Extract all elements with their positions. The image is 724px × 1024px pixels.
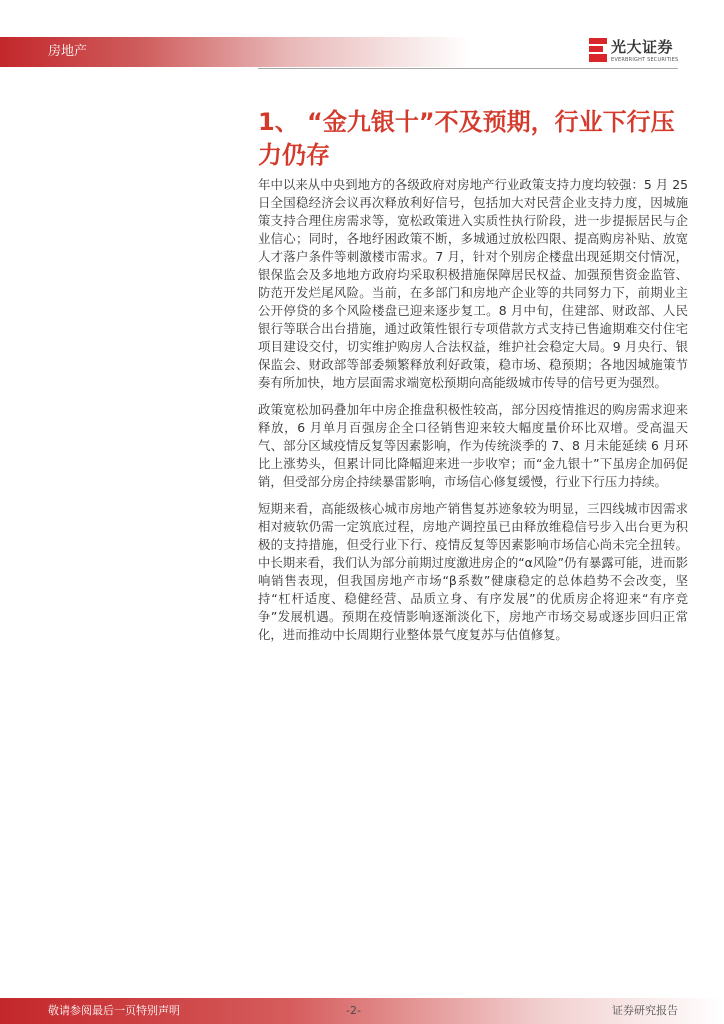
section-title: 1、 “金九银十”不及预期，行业下行压力仍存 (258, 108, 675, 169)
everbright-logo-icon (589, 38, 607, 62)
body-text (258, 176, 688, 653)
logo-name: 光大证券 (611, 38, 674, 56)
page-number: -2- (346, 1004, 361, 1017)
footer-disclaimer: 敬请参阅最后一页特别声明 (48, 1004, 180, 1017)
paragraph-1: 年中以来从中央到地方的各级政府对房地产行业政策支持力度均较强：5 月 25 日全国稳经济会议再次释放利好信号，包括加大对民营企业支持力度，因城施策支持合理住房需求等，宽松政策进入实质性执行阶段，进一步提振居民与企业信心；同时，各地纾困政策不断，多城通过放松四限、提高购房补贴、放宽人才落户条件等刺激楼市需求。7 月，针对个别房企楼盘出现延期交付情况，银保监会及多地地方政府均采取积极措施保障居民权益、加强预售资金监管、防范开发烂尾风险。当前，在多部门和房地产企业等的共同努力下，前期业主公开停贷的多个风险楼盘已迎来逐步复工。8 月中旬，住建部、财政部、人民银行等联合出台措施，通过政策性银行专项借款方式支持已售逾期难交付住宅项目建设交付，切实维护购房人合法权益，维护社会稳定大局。9 月央行、银保监会、财政部等部委频繁释放利好政策，稳市场、稳预期；各地因城施策节奏有所加快，地方层面需求端宽松预期向高能级城市传导的信号更为强烈。 (258, 177, 688, 390)
paragraph-2: 政策宽松加码叠加年中房企推盘积极性较高，部分因疫情推迟的购房需求迎来释放，6 月单月百强房企全口径销售迎来较大幅度量价环比双增。受高温天气、部分区域疫情反复等因素影响，作为传统淡季的 7、8 月未能延续 6 月环比上涨势头，但累计同比降幅迎来进一步收窄；而“金九银十”下虽房企加码促销，但受部分房企持续暴雷影响，市场信心修复缓慢，行业下行压力持续。 (258, 402, 688, 489)
header-divider (258, 68, 678, 69)
logo-subtitle: EVERBRIGHT SECURITIES (611, 57, 679, 63)
section-label: 房地产 (48, 44, 88, 59)
paragraph-3: 短期来看，高能级核心城市房地产销售复苏迹象较为明显，三四线城市因需求相对疲软仍需一定筑底过程，房地产调控虽已由释放维稳信号步入出台更为积极的支持措施，但受行业下行、疫情反复等因素影响市场信心尚未完全扭转。中长期来看，我们认为部分前期过度激进房企的“α风险”仍有暴露可能，进而影响销售表现，但我国房地产市场“β系数”健康稳定的总体趋势不会改变，坚持“杠杆适度、稳健经营、品质立身、有序发展”的优质房企将迎来“有序竞争”发展机遇。预期在疫情影响逐渐淡化下，房地产市场交易或逐步回归正常化，进而推动中长周期行业整体景气度复苏与估值修复。 (258, 501, 688, 642)
footer-doc-type: 证券研究报告 (612, 1004, 678, 1017)
